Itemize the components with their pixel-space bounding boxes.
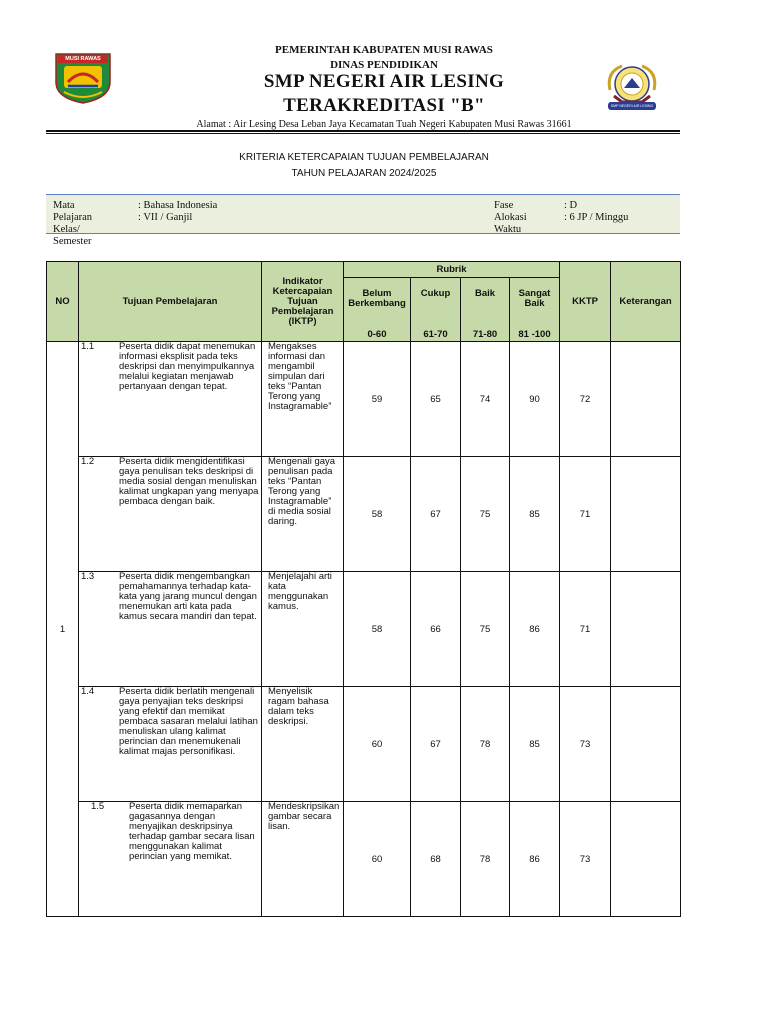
tp-cell (79, 687, 262, 802)
school-address: Alamat : Air Lesing Desa Leban Jaya Kecamatan Tuah Negeri Kabupaten Musi Rawas 31661 (196, 119, 572, 130)
iktp-text: Menyelisik ragam bahasa dalam teks deskripsi. (268, 686, 329, 727)
score-baik: 75 (461, 572, 510, 687)
header-sangat-baik (510, 278, 560, 342)
score-sangat-baik: 86 (510, 572, 560, 687)
fase-value: : D (564, 200, 578, 211)
score-belum-berkembang: 60 (344, 687, 411, 802)
header-baik (461, 278, 510, 342)
iktp-cell (262, 572, 344, 687)
table-row (47, 802, 681, 917)
score-baik: 78 (461, 687, 510, 802)
right-logo-text: SMP NEGERI AIR LESING (610, 104, 654, 108)
score-cukup: 68 (411, 802, 461, 917)
keterangan-cell (611, 687, 681, 802)
score-baik: 75 (461, 457, 510, 572)
tp-cell (79, 342, 262, 457)
iktp-cell (262, 457, 344, 572)
score-belum-berkembang: 59 (344, 342, 411, 457)
score-belum-berkembang: 60 (344, 802, 411, 917)
header-rule-thin (46, 133, 680, 134)
tp-code: 1.1 (81, 341, 95, 352)
score-kktp: 71 (560, 572, 611, 687)
cukup-label: Cukup (420, 288, 451, 299)
accreditation: TERAKREDITASI "B" (283, 95, 485, 116)
iktp-cell (262, 342, 344, 457)
sb-range: 81 -100 (518, 329, 551, 340)
iktp-text: Mengakses informasi dan mengambil simpulan dari teks “Pantan Terong yang Instagramable” (268, 341, 332, 412)
kelas-label-2: Semester (53, 236, 92, 247)
iktp-cell (262, 802, 344, 917)
alokasi-value: : 6 JP / Minggu (564, 212, 629, 223)
header-tp: Tujuan Pembelajaran (79, 262, 262, 342)
score-sangat-baik: 85 (510, 457, 560, 572)
tp-code: 1.4 (81, 686, 95, 697)
keterangan-cell (611, 342, 681, 457)
fase-label: Fase (494, 200, 514, 211)
alokasi-label-1: Alokasi (494, 212, 527, 223)
document-subtitle: TAHUN PELAJARAN 2024/2025 (291, 168, 437, 179)
header-kktp: KKTP (560, 262, 611, 342)
school-name: SMP NEGERI AIR LESING (263, 71, 505, 92)
tp-text: Peserta didik berlatih mengenali gaya penyajian teks deskripsi yang efektif dan memikat pembaca sasaran melalui latihan menuliskan ulang kalimat perincian dan menemukenali kalimat majas personifikasi. (119, 686, 258, 757)
score-baik: 74 (461, 342, 510, 457)
tp-cell (79, 457, 262, 572)
score-sangat-baik: 90 (510, 342, 560, 457)
bb-label: Belum Berkembang (348, 288, 406, 309)
kop-department: DINAS PENDIDIKAN (330, 59, 438, 71)
tp-cell (79, 572, 262, 687)
tp-text: Peserta didik dapat menemukan informasi eksplisit pada teks deskripsi dan menyimpulkannya melalui kegiatan menjawab pertanyaan dengan tepat. (119, 341, 256, 392)
tp-code: 1.5 (91, 801, 105, 812)
tp-cell (79, 802, 262, 917)
row-number: 1 (47, 342, 79, 917)
tp-text: Peserta didik mengidentifikasi gaya penulisan teks deskripsi di media sosial dengan menuliskan kalimat ungkapan yang menyapa pembaca dengan baik. (119, 456, 259, 507)
header-rule (46, 130, 680, 132)
score-cukup: 67 (411, 687, 461, 802)
tp-text: Peserta didik memaparkan gagasannya dengan menyajikan deskripsinya terhadap gambar secara lisan menggunakan kalimat perincian yang memikat. (129, 801, 255, 862)
table-body (47, 342, 681, 917)
header-iktp (262, 262, 344, 342)
score-cukup: 66 (411, 572, 461, 687)
table-row (47, 572, 681, 687)
mapel-label (53, 200, 92, 248)
header-cukup (411, 278, 461, 342)
score-sangat-baik: 85 (510, 687, 560, 802)
tp-code: 1.2 (81, 456, 95, 467)
score-cukup: 65 (411, 342, 461, 457)
baik-range: 71-80 (472, 329, 498, 340)
document-title: KRITERIA KETERCAPAIAN TUJUAN PEMBELAJARAN (239, 152, 489, 163)
score-kktp: 72 (560, 342, 611, 457)
score-belum-berkembang: 58 (344, 572, 411, 687)
header-iktp-label: Indikator Ketercapaian Tujuan Pembelajaran (IKTP) (271, 275, 334, 327)
keterangan-cell (611, 572, 681, 687)
iktp-text: Mendeskripsikan gambar secara lisan. (268, 801, 340, 832)
mapel-label-2: Pelajaran (53, 212, 93, 223)
table-row (47, 342, 681, 457)
score-belum-berkembang: 58 (344, 457, 411, 572)
mapel-label-1: Mata (53, 200, 75, 211)
kop-government: PEMERINTAH KABUPATEN MUSI RAWAS (275, 44, 493, 56)
header-belum-berkembang (344, 278, 411, 342)
mapel-value: : Bahasa Indonesia (138, 200, 218, 211)
tp-text: Peserta didik mengembangkan pemahamannya terhadap kata-kata yang jarang muncul dengan menemukan arti kata pada kamus secara mandiri dan tepat. (119, 571, 257, 622)
kktp-table (46, 261, 681, 917)
baik-label: Baik (474, 288, 496, 299)
header-rubrik: Rubrik (344, 262, 560, 278)
iktp-text: Menjelajahi arti kata menggunakan kamus. (268, 571, 332, 612)
header-keterangan: Keterangan (611, 262, 681, 342)
sb-label: Sangat Baik (518, 288, 551, 309)
score-kktp: 73 (560, 687, 611, 802)
cukup-range: 61-70 (423, 329, 448, 340)
table-row (47, 687, 681, 802)
iktp-text: Mengenali gaya penulisan pada teks “Pantan Terong yang Instagramable” di media sosial daring. (268, 456, 336, 527)
alokasi-label-2: Waktu (494, 224, 522, 235)
score-kktp: 73 (560, 802, 611, 917)
kelas-value: : VII / Ganjil (138, 212, 193, 223)
score-sangat-baik: 86 (510, 802, 560, 917)
table-row (47, 457, 681, 572)
left-logo-text: MUSI RAWAS (65, 56, 101, 62)
bb-range: 0-60 (367, 329, 387, 340)
keterangan-cell (611, 802, 681, 917)
iktp-cell (262, 687, 344, 802)
score-baik: 78 (461, 802, 510, 917)
keterangan-cell (611, 457, 681, 572)
score-cukup: 67 (411, 457, 461, 572)
alokasi-label (494, 212, 527, 236)
score-kktp: 71 (560, 457, 611, 572)
header-no: NO (47, 262, 79, 342)
kelas-label-1: Kelas/ (53, 224, 80, 235)
tp-code: 1.3 (81, 571, 95, 582)
